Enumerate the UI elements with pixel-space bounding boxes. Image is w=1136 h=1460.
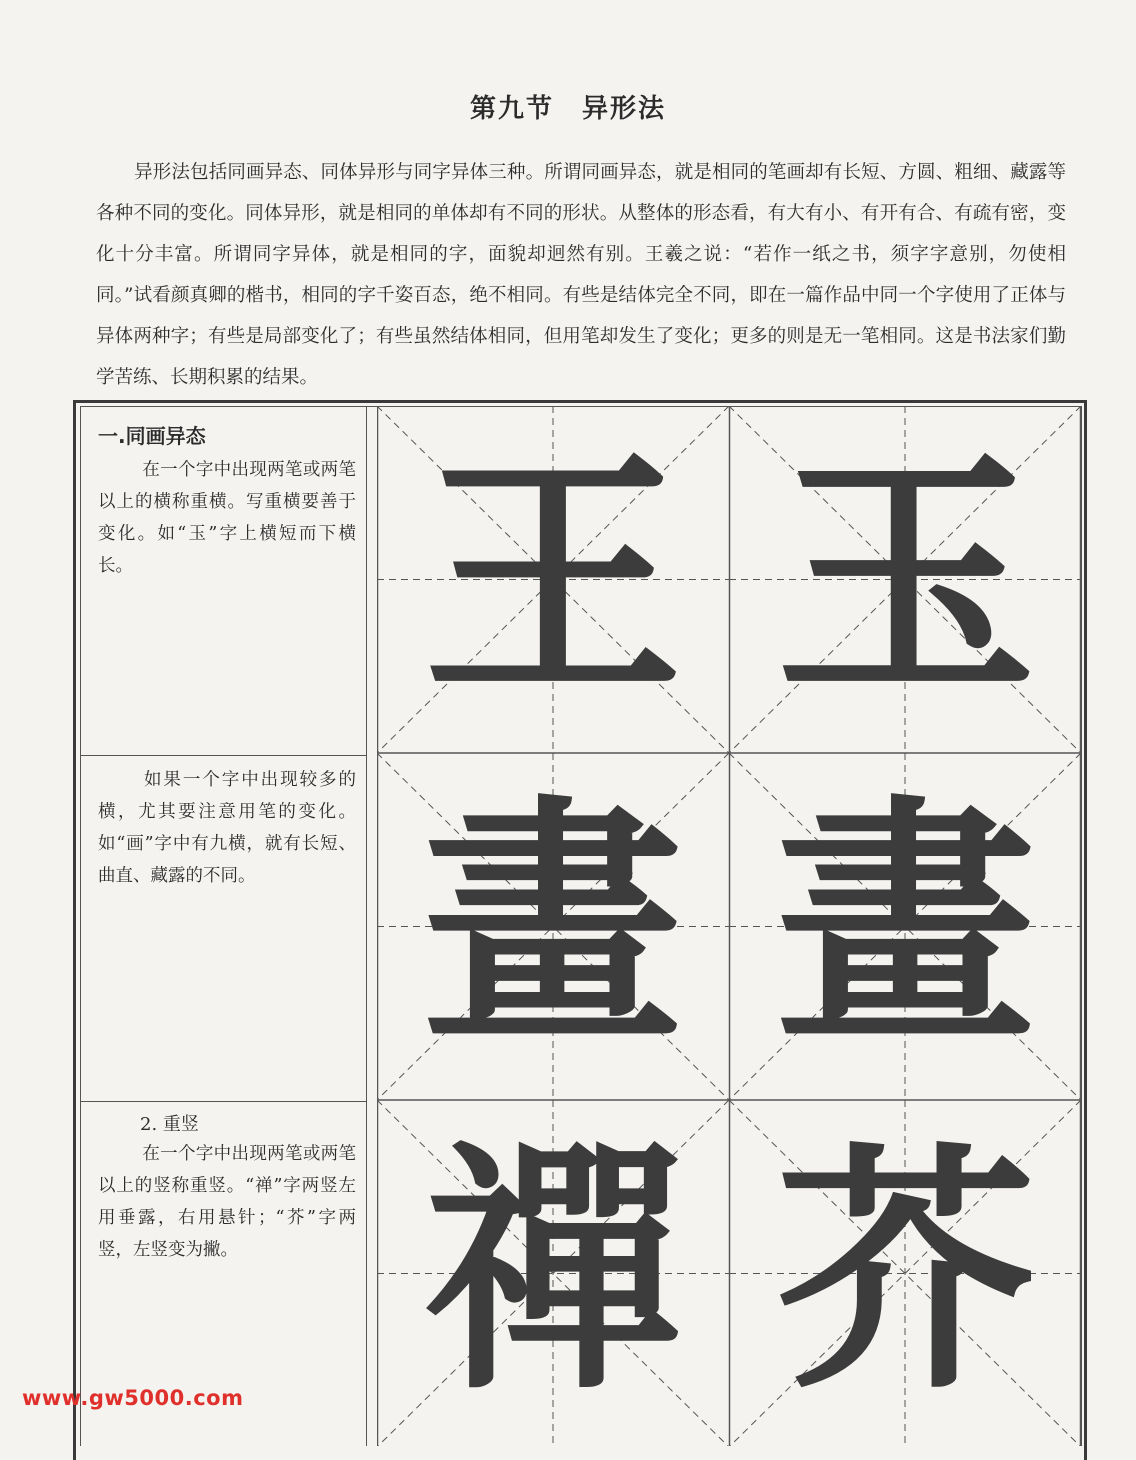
watermark: www.gw5000.com — [22, 1386, 244, 1410]
section-cell-1 — [80, 406, 366, 756]
glyph-hua-2: 畫 — [776, 772, 1036, 1078]
glyph-yu: 玉 — [776, 425, 1036, 731]
glyph-jie: 芥 — [776, 1119, 1036, 1425]
section-text-2: 如果一个字中出现较多的横，尤其要注意用笔的变化。如“画”字中有九横，就有长短、曲直、藏露的不同。 — [98, 770, 356, 886]
explanation-column — [80, 406, 367, 1446]
section-cell-2 — [80, 756, 366, 1102]
glyph-chan: 禪 — [423, 1119, 683, 1425]
section-text-1: 在一个字中出现两笔或两笔以上的横称重横。写重横要善于变化。如“玉”字上横短而下横长。 — [98, 460, 356, 576]
section-heading: 一.同画异态 — [98, 424, 206, 448]
intro-paragraph — [96, 152, 1066, 398]
glyph-hua-1: 畫 — [423, 772, 683, 1078]
intro-text: 异形法包括同画异态、同体异形与同字异体三种。所谓同画异态，就是相同的笔画却有长短、方圆、粗细、藏露等各种不同的变化。同体异形，就是相同的单体却有不同的形状。从整体的形态看，有大有小、有开有合、有疏有密，变化十分丰富。所谓同字异体，就是相同的字，面貌却迥然有别。王羲之说：“若作一纸之书，须字字意别，勿使相同。”试看颜真卿的楷书，相同的字千姿百态，绝不相同。有些是结体完全不同，即在一篇作品中同一个字使用了正体与异体两种字；有些是局部变化了；有些虽然结体相同，但用笔却发生了变化；更多的则是无一笔相同。这是书法家们勤学苦练、长期积累的结果。 — [96, 162, 1066, 388]
page-title: 第九节 异形法 — [469, 94, 666, 124]
glyph-wang: 王 — [423, 425, 683, 731]
calligraphy-grid — [377, 406, 1082, 1446]
section-text-3: 在一个字中出现两笔或两笔以上的竖称重竖。“禅”字两竖左用垂露，右用悬针；“芥”字两竖，左竖变为撇。 — [98, 1144, 356, 1260]
section-subheading: 2. 重竖 — [140, 1114, 199, 1135]
